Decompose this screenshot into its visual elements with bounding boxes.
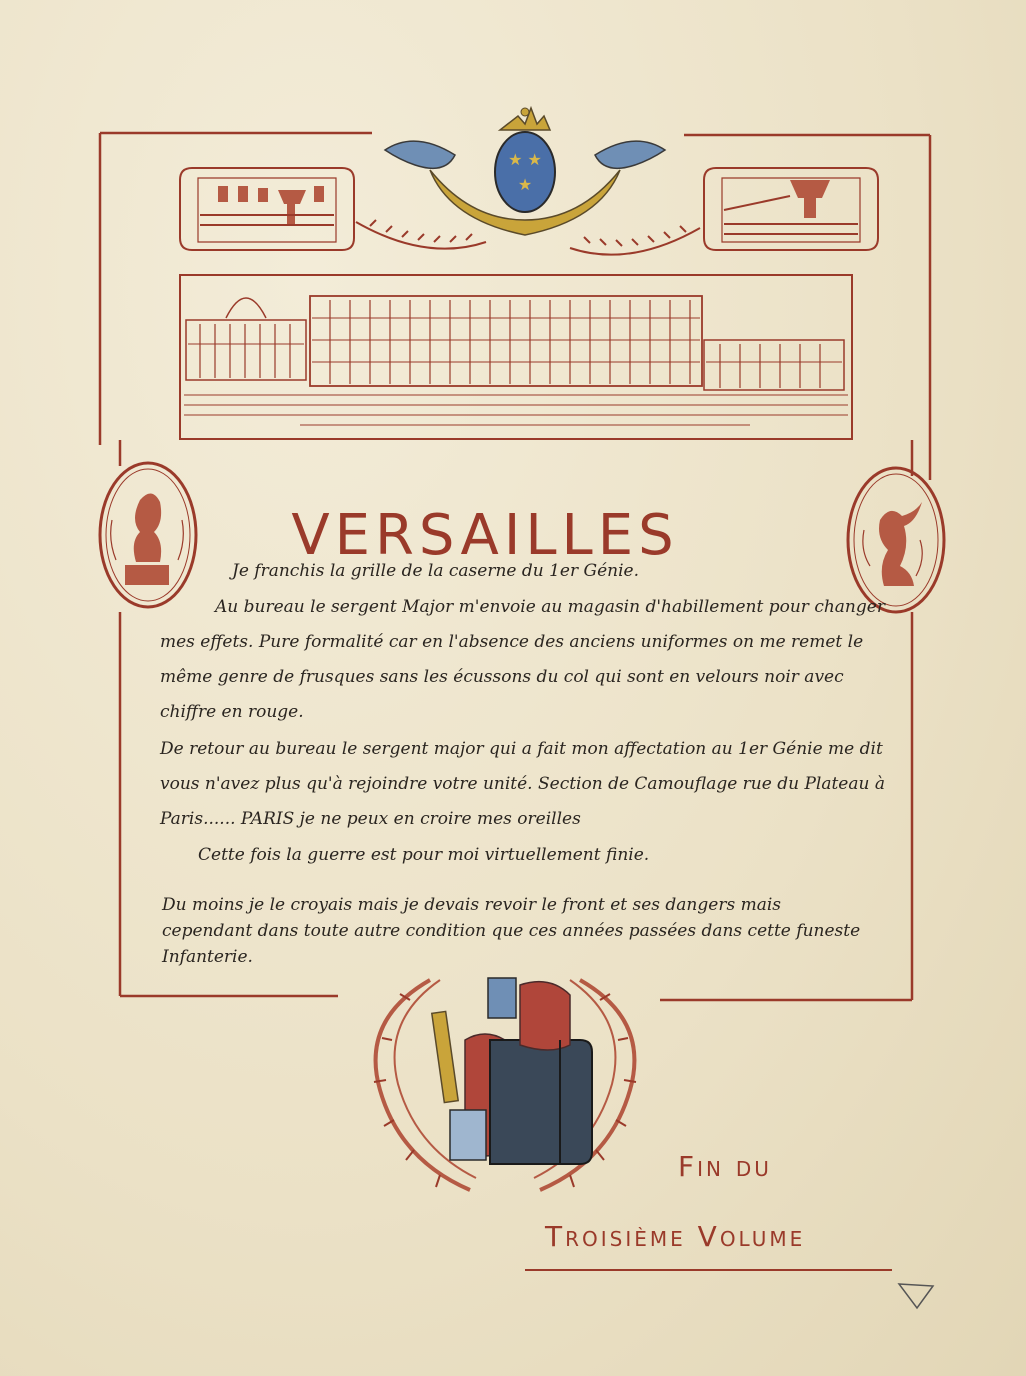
end-line-1: Fin du: [678, 1150, 772, 1183]
paragraph-4: Cette fois la guerre est pour moi virtuellement finie.: [198, 845, 650, 865]
document-title: VERSAILLES: [291, 502, 679, 568]
signature-mark-icon: [897, 1280, 935, 1310]
coat-of-arms: [385, 108, 665, 235]
paragraph-3: De retour au bureau le sergent major qui a fait mon affectation au 1er Génie me dit vous n'avez plus qu'à rejoindre votre unité. Section de Camouflage rue du Plateau à Paris...... PARIS je ne peux en croire mes oreilles: [160, 739, 885, 829]
end-line-2: Troisième Volume: [545, 1220, 806, 1253]
medallion-left-statue: [100, 463, 196, 607]
vignette-right: [704, 168, 878, 250]
thorn-wreath-kitbag: [374, 978, 636, 1190]
vignette-left: [180, 168, 354, 250]
paragraph-1: Je franchis la grille de la caserne du 1er Génie.: [232, 561, 640, 581]
palace-panorama: [180, 275, 852, 439]
svg-text:★ ★: ★ ★: [508, 150, 542, 169]
paragraph-2: Au bureau le sergent Major m'envoie au magasin d'habillement pour changer mes effets. Pure formalité car en l'absence des anciens uniformes on me remet le même genre de frusques sans les écussons du col qui sont en velours noir avec chiffre en rouge.: [160, 597, 885, 722]
svg-text:★: ★: [517, 175, 533, 194]
paragraph-5: Du moins je le croyais mais je devais revoir le front et ses dangers mais cependant dans toute autre condition que ces années passées dans cette funeste Infanterie.: [162, 895, 861, 967]
